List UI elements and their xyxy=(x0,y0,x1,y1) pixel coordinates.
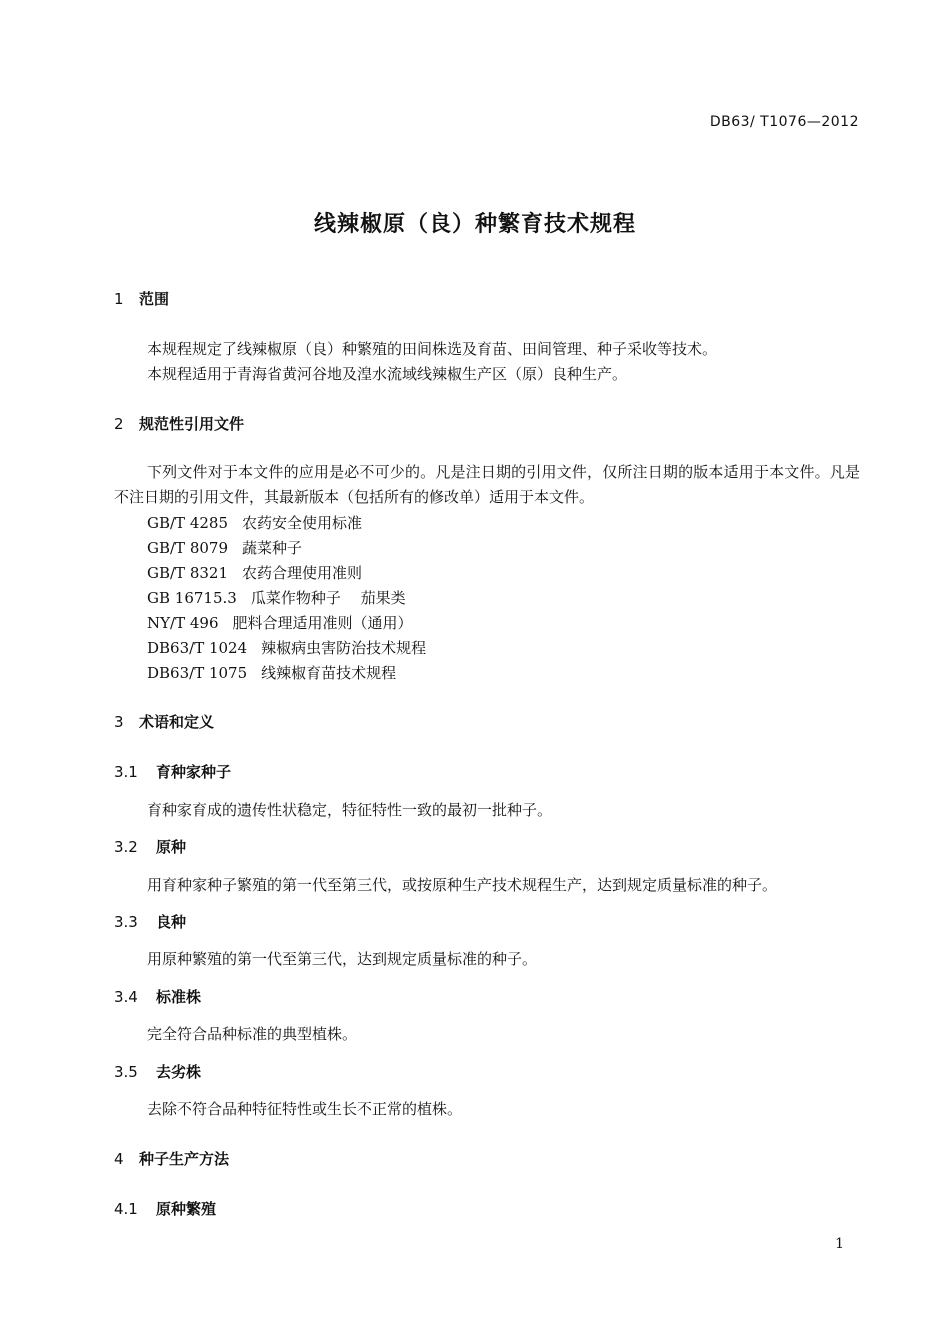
reference-item xyxy=(147,562,362,583)
reference-item xyxy=(147,662,396,683)
reference-item xyxy=(147,587,406,608)
term-name: 原种 xyxy=(156,838,187,856)
reference-code: GB/T 8079 xyxy=(147,539,229,557)
paragraph: 本规程规定了线辣椒原（良）种繁殖的田间株选及育苗、田间管理、种子采收等技术。 xyxy=(147,340,718,358)
reference-name: 农药安全使用标准 xyxy=(242,514,363,532)
document-code: DB63/ T1076—2012 xyxy=(709,114,859,130)
term-definition: 用育种家种子繁殖的第一代至第三代，或按原种生产技术规程生产，达到规定质量标准的种子。 xyxy=(147,876,778,894)
term-number: 3.5 xyxy=(114,1063,138,1081)
paragraph: 下列文件对于本文件的应用是必不可少的。凡是注日期的引用文件，仅所注日期的版本适用于本文件。凡是不注日期的引用文件，其最新版本（包括所有的修改单）适用于本文件。 xyxy=(114,463,860,506)
reference-name: 线辣椒育苗技术规程 xyxy=(261,664,397,682)
reference-item xyxy=(147,537,302,558)
term-name: 良种 xyxy=(156,913,187,931)
section-title: 规范性引用文件 xyxy=(139,415,245,433)
term-name: 去劣株 xyxy=(156,1063,202,1081)
paragraph: 本规程适用于青海省黄河谷地及湟水流域线辣椒生产区（原）良种生产。 xyxy=(147,365,628,383)
term-heading xyxy=(114,1061,201,1082)
reference-item xyxy=(147,637,426,658)
term-heading xyxy=(114,911,186,932)
section-2-heading xyxy=(114,413,244,434)
section-1-heading xyxy=(114,288,169,309)
section-title: 范围 xyxy=(139,290,170,308)
term-name: 标准株 xyxy=(156,988,202,1006)
subsection-title: 原种繁殖 xyxy=(156,1200,217,1218)
term-heading xyxy=(114,986,201,1007)
reference-name: 蔬菜种子 xyxy=(242,539,303,557)
document-title: 线辣椒原（良）种繁育技术规程 xyxy=(313,212,636,237)
reference-code: DB63/T 1075 xyxy=(147,664,248,682)
term-heading xyxy=(114,761,231,782)
term-number: 3.1 xyxy=(114,763,138,781)
subsection-number: 4.1 xyxy=(114,1200,138,1218)
term-number: 3.3 xyxy=(114,913,138,931)
reference-name: 农药合理使用准则 xyxy=(242,564,363,582)
term-heading xyxy=(114,836,186,857)
reference-code: NY/T 496 xyxy=(147,614,219,632)
section-number: 1 xyxy=(114,290,124,308)
term-name: 育种家种子 xyxy=(156,763,232,781)
section-4-heading xyxy=(114,1148,229,1169)
reference-code: GB/T 8321 xyxy=(147,564,229,582)
reference-item xyxy=(147,512,362,533)
reference-code: DB63/T 1024 xyxy=(147,639,248,657)
term-definition: 完全符合品种标准的典型植株。 xyxy=(147,1025,358,1043)
reference-name: 肥料合理适用准则（通用） xyxy=(232,614,413,632)
section-title: 术语和定义 xyxy=(139,713,215,731)
reference-name: 瓜菜作物种子 茄果类 xyxy=(250,589,406,607)
page-number: 1 xyxy=(835,1236,844,1252)
term-number: 3.4 xyxy=(114,988,138,1006)
section-title: 种子生产方法 xyxy=(139,1150,230,1168)
subsection-heading xyxy=(114,1198,216,1219)
term-number: 3.2 xyxy=(114,838,138,856)
term-definition: 育种家育成的遗传性状稳定，特征特性一致的最初一批种子。 xyxy=(147,801,553,819)
term-definition: 用原种繁殖的第一代至第三代，达到规定质量标准的种子。 xyxy=(147,950,538,968)
reference-item xyxy=(147,612,413,633)
reference-code: GB/T 4285 xyxy=(147,514,229,532)
reference-name: 辣椒病虫害防治技术规程 xyxy=(261,639,427,657)
section-number: 2 xyxy=(114,415,124,433)
term-definition: 去除不符合品种特征特性或生长不正常的植株。 xyxy=(147,1100,463,1118)
section-number: 4 xyxy=(114,1150,124,1168)
section-number: 3 xyxy=(114,713,124,731)
reference-code: GB 16715.3 xyxy=(147,589,237,607)
section-3-heading xyxy=(114,711,214,732)
